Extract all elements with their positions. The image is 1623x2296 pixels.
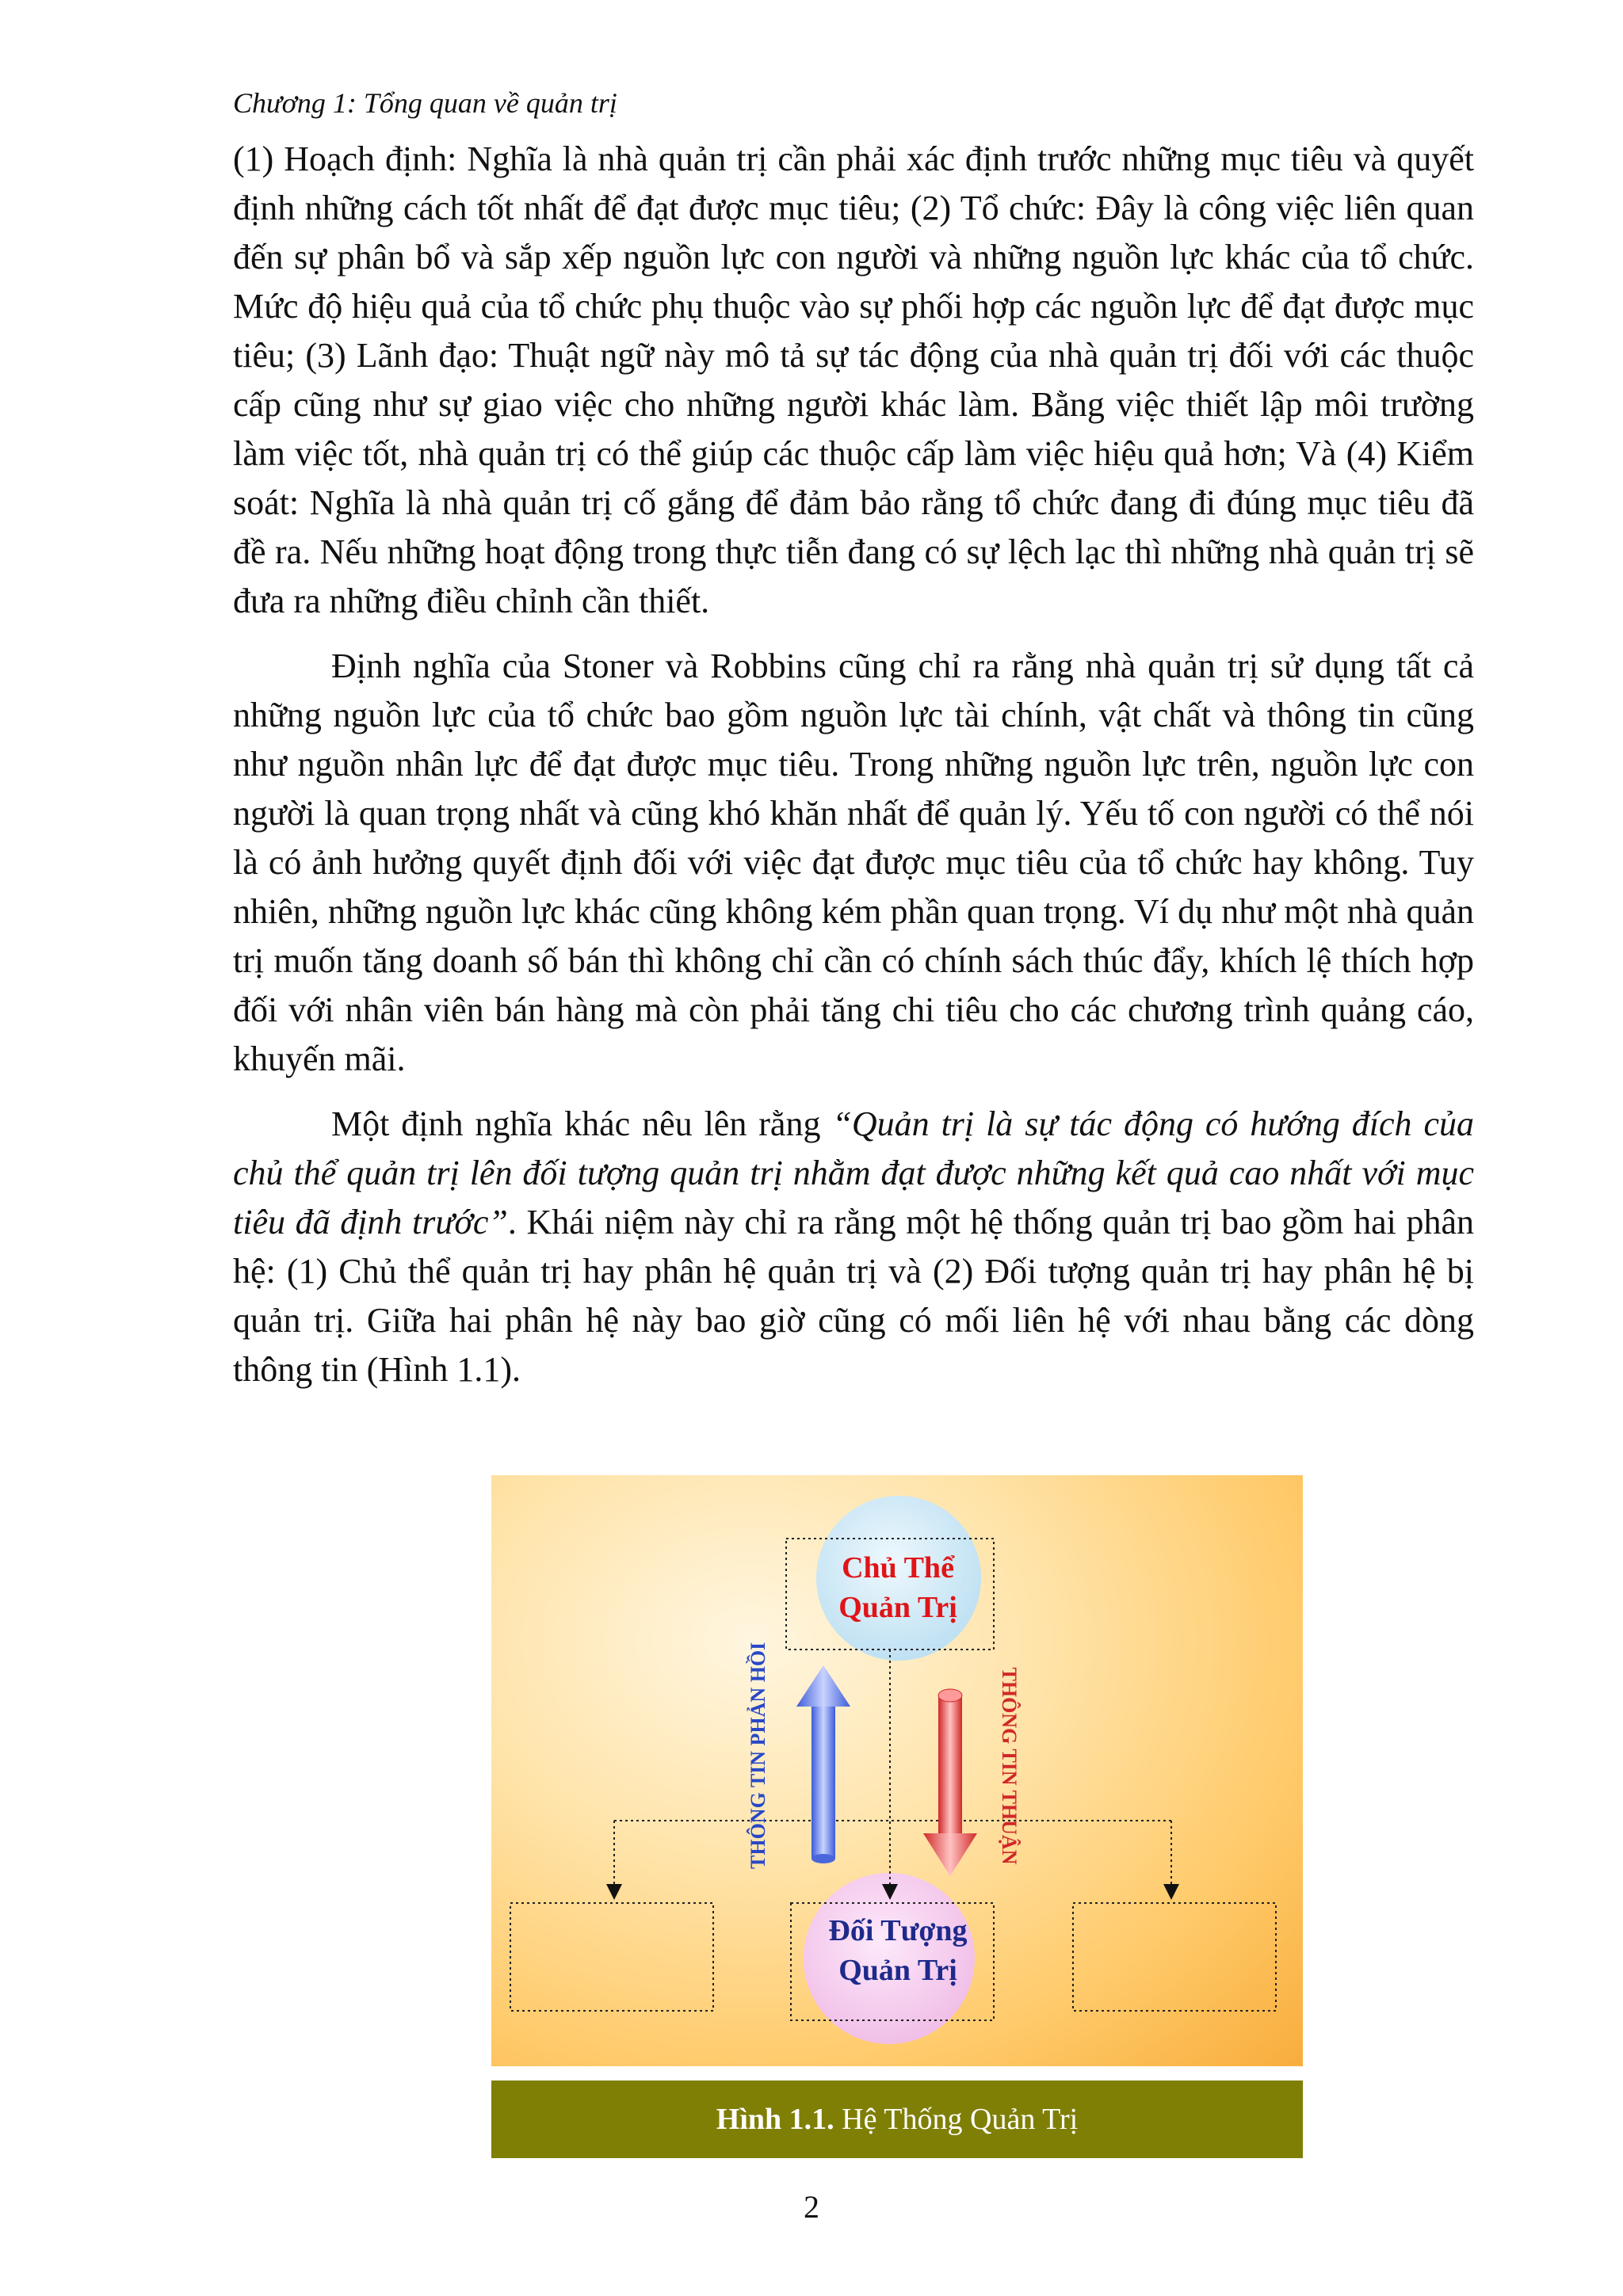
figure-caption	[491, 2081, 1303, 2158]
paragraph-3-quote: “Quản trị là sự tác động có hướng đích của chủ thể quản trị lên đối tượng quản trị nhằm đạt được những kết quả cao nhất với mục tiêu đã định trước”	[233, 1104, 1474, 1241]
figure-caption-number: Hình 1.1.	[716, 2103, 834, 2136]
chapter-header: Chương 1: Tổng quan về quản trị	[233, 87, 617, 119]
bottom-node-label	[811, 1911, 985, 1990]
top-node-label	[811, 1548, 985, 1627]
paragraph-1: (1) Hoạch định: Nghĩa là nhà quản trị cần phải xác định trước những mục tiêu và quyết định những cách tốt nhất để đạt được mục tiêu; (2) Tổ chức: Đây là công việc liên quan đến sự phân bổ và sắp xếp nguồn lực con người và những nguồn lực khác của tổ chức. Mức độ hiệu quả của tổ chức phụ thuộc vào sự phối hợp các nguồn lực để đạt được mục tiêu; (3) Lãnh đạo: Thuật ngữ này mô tả sự tác động của nhà quản trị đối với các thuộc cấp cũng như sự giao việc cho những người khác làm. Bằng việc thiết lập môi trường làm việc tốt, nhà quản trị có thể giúp các thuộc cấp làm việc hiệu quả hơn; Và (4) Kiểm soát: Nghĩa là nhà quản trị cố gắng để đảm bảo rằng tổ chức đang đi đúng mục tiêu đã đề ra. Nếu những hoạt động trong thực tiễn đang có sự lệch lạc thì những nhà quản trị sẽ đưa ra những điều chỉnh cần thiết.	[233, 139, 1474, 620]
arrowhead-left	[606, 1884, 622, 1900]
paragraph-3-intro: Một định nghĩa khác nêu lên rằng	[331, 1104, 833, 1143]
paragraph-3	[233, 1100, 1474, 1394]
top-node-label-line2: Quản Trị	[838, 1591, 957, 1624]
feedback-arrow-label: THÔNG TIN PHẢN HỒI	[747, 1642, 769, 1869]
arrowhead-right	[1163, 1884, 1179, 1900]
top-node-label-line1: Chủ Thể	[842, 1551, 954, 1585]
page-number: 2	[804, 2189, 819, 2225]
figure-caption-text: Hệ Thống Quản Trị	[834, 2103, 1079, 2136]
bottom-right-dotted-box	[1073, 1903, 1276, 2011]
paragraph-3-rest: . Khái niệm này chỉ ra rằng một hệ thống quản trị bao gồm hai phân hệ: (1) Chủ thể quản trị hay phân hệ quản trị và (2) Đối tượng quản trị hay phân hệ bị quản trị. Giữa hai phân hệ này bao giờ cũng có mối liên hệ với nhau bằng các dòng thông tin (Hình 1.1).	[233, 1203, 1474, 1389]
paragraph-2: Định nghĩa của Stoner và Robbins cũng chỉ ra rằng nhà quản trị sử dụng tất cả những nguồn lực của tổ chức bao gồm nguồn lực tài chính, vật chất và thông tin cũng như nguồn nhân lực để đạt được mục tiêu. Trong những nguồn lực trên, nguồn lực con người là quan trọng nhất và cũng khó khăn nhất để quản lý. Yếu tố con người có thể nói là có ảnh hưởng quyết định đối với việc đạt được mục tiêu của tổ chức hay không. Tuy nhiên, những nguồn lực khác cũng không kém phần quan trọng. Ví dụ như một nhà quản trị muốn tăng doanh số bán thì không chỉ cần có chính sách thúc đẩy, khích lệ thích hợp đối với nhân viên bán hàng mà còn phải tăng chi tiêu cho các chương trình quảng cáo, khuyến mãi.	[233, 646, 1474, 1078]
forward-arrow-label: THÔNG TIN THUẬN	[998, 1667, 1021, 1865]
feedback-arrow	[796, 1665, 850, 1863]
bottom-left-dotted-box	[510, 1903, 713, 2011]
bottom-node-label-line1: Đối Tượng	[828, 1914, 968, 1947]
forward-arrow	[923, 1689, 977, 1876]
bottom-node-label-line2: Quản Trị	[838, 1954, 957, 1987]
figure-management-system	[491, 1475, 1303, 2158]
